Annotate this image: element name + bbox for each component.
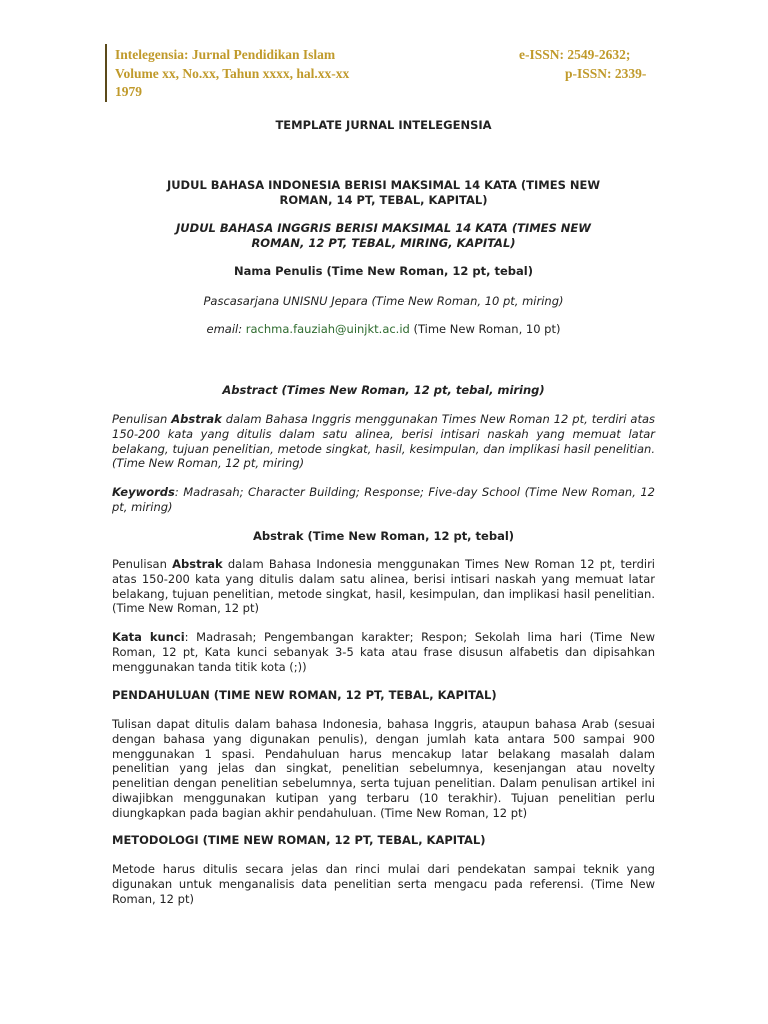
journal-volume: Volume xx, No.xx, Tahun xxxx, hal.xx-xx: [115, 66, 350, 81]
keywords-label: Keywords: [112, 485, 175, 499]
email-label: email:: [206, 322, 246, 336]
abstrak-bold-term: Abstrak: [172, 557, 223, 571]
kata-kunci-label: Kata kunci: [112, 630, 185, 644]
email-link[interactable]: rachma.fauziah@uinjkt.ac.id: [245, 322, 410, 336]
email-note: (Time New Roman, 10 pt): [409, 322, 561, 336]
title-english: JUDUL BAHASA INGGRIS BERISI MAKSIMAL 14 KATA (TIMES NEW ROMAN, 12 PT, TEBAL, MIRING, KAPITAL): [176, 221, 591, 250]
abstrak-heading: Abstrak (Time New Roman, 12 pt, tebal): [252, 529, 515, 543]
email-line: [112, 322, 655, 336]
keywords-en: [112, 485, 655, 515]
eissn: e-ISSN: 2549-2632;: [519, 47, 631, 62]
abstract-heading: Abstract (Times New Roman, 12 pt, tebal, miring): [222, 383, 545, 397]
pissn: p-ISSN: 2339-: [565, 66, 647, 81]
keywords-text: : Madrasah; Character Building; Response; Five-day School (Time New Roman, 12 pt, miring): [112, 485, 655, 514]
journal-header: [105, 44, 667, 102]
metodologi-heading: METODOLOGI (TIME NEW ROMAN, 12 PT, TEBAL, KAPITAL): [112, 833, 486, 847]
template-title: TEMPLATE JURNAL INTELEGENSIA: [275, 118, 492, 132]
issn-year: 1979: [115, 84, 142, 99]
affiliation: Pascasarjana UNISNU Jepara (Time New Roman, 10 pt, miring): [203, 294, 564, 308]
title-indonesian: JUDUL BAHASA INDONESIA BERISI MAKSIMAL 14 KATA (TIMES NEW ROMAN, 14 PT, TEBAL, KAPITAL): [166, 178, 601, 207]
abstrak-id-text: Penulisan Abstrak dalam Bahasa Indonesia menggunakan Times New Roman 12 pt, terdiri atas 150-200 kata yang ditulis dalam satu alinea, berisi intisari naskah yang memuat latar belakang, tujuan penelitian, metode singkat, hasil, kesimpulan, dan implikasi hasil penelitian. (Time New Roman, 12 pt): [112, 557, 655, 616]
pendahuluan-text: Tulisan dapat ditulis dalam bahasa Indonesia, bahasa Inggris, ataupun bahasa Arab (sesuai dengan bahasa yang digunakan penulis), dengan jumlah kata antara 500 sampai 900 menggunakan 1 spasi. Pendahuluan harus mencakup latar belakang masalah dalam penelitian yang jelas dan singkat, penelitian sebelumnya, kesenjangan atau novelty penelitian dengan penelitian sebelumnya, serta tujuan penelitian. Dalam penulisan artikel ini diwajibkan menggunakan kutipan yang terbaru (10 terakhir). Tujuan penelitian perlu diungkapkan pada bagian akhir pendahuluan. (Time New Roman, 12 pt): [112, 717, 655, 820]
abstract-en-text: Penulisan Abstrak dalam Bahasa Inggris menggunakan Times New Roman 12 pt, terdiri atas 150-200 kata yang ditulis dalam satu alinea, berisi intisari naskah yang memuat latar belakang, tujuan penelitian, metode singkat, hasil, kesimpulan, dan implikasi hasil penelitian. (Time New Roman, 12 pt, miring): [112, 412, 655, 471]
journal-name: Intelegensia: Jurnal Pendidikan Islam: [115, 47, 336, 62]
abstract-bold-term: Abstrak: [171, 412, 222, 426]
author-name: Nama Penulis (Time New Roman, 12 pt, tebal): [234, 264, 533, 278]
kata-kunci-text: : Madrasah; Pengembangan karakter; Respon; Sekolah lima hari (Time New Roman, 12 pt, Kata kunci sebanyak 3-5 kata atau frase disusun alfabetis dan dipisahkan menggunakan tanda titik kota (;)): [112, 630, 655, 674]
keywords-id: [112, 630, 655, 674]
metodologi-text: Metode harus ditulis secara jelas dan rinci mulai dari pendekatan sampai teknik yang digunakan untuk menganalisis data penelitian serta mengacu pada referensi. (Time New Roman, 12 pt): [112, 862, 655, 906]
pendahuluan-heading: PENDAHULUAN (TIME NEW ROMAN, 12 PT, TEBAL, KAPITAL): [112, 688, 497, 702]
